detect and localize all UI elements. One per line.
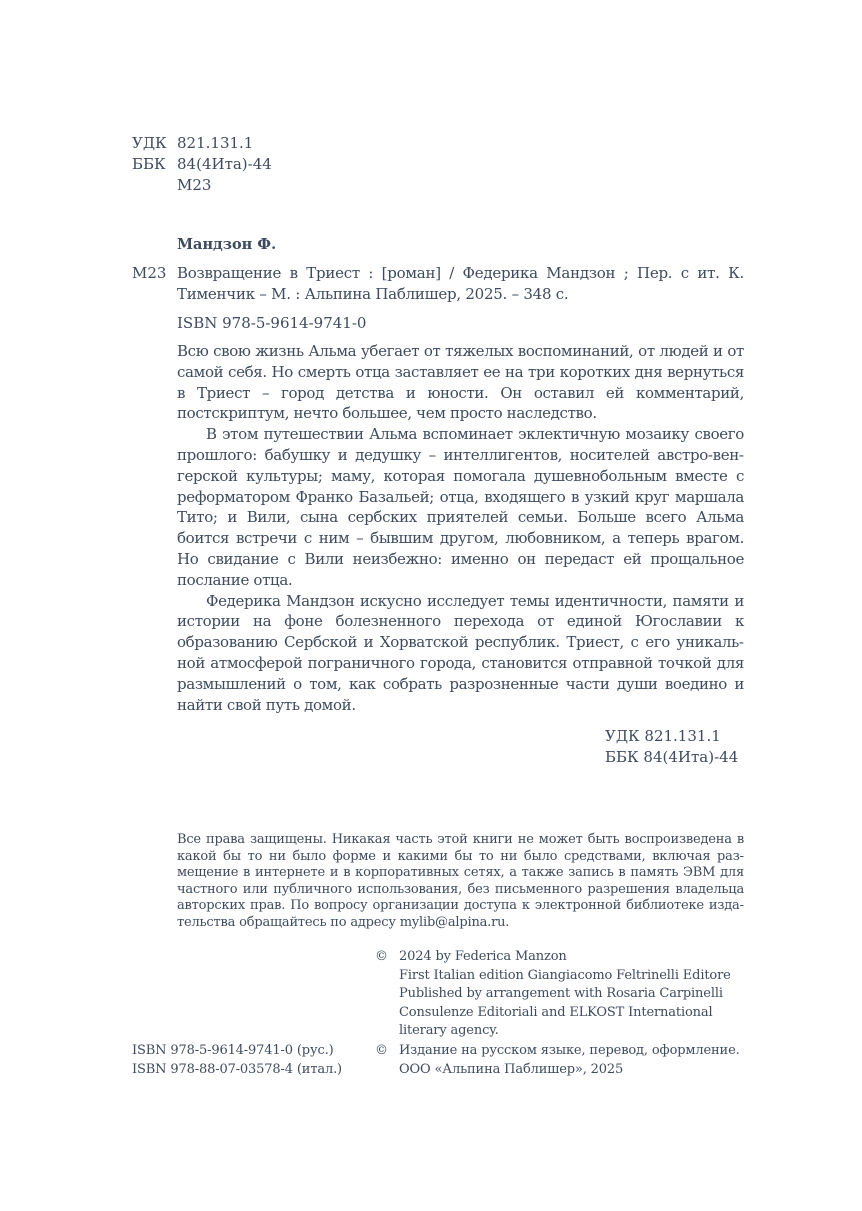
copyright-original [375, 948, 755, 1041]
copyright-line: Consulenze Editoriali and ELKOST International [399, 1004, 713, 1020]
udk-label: УДК [132, 134, 167, 152]
classification-right [605, 726, 738, 768]
rights-notice [177, 832, 744, 931]
copyright-line: 2024 by Federica Manzon [399, 949, 567, 964]
isbn-main: ISBN 978-5-9614-9741-0 [177, 314, 367, 332]
udk-right: УДК 821.131.1 [605, 727, 721, 745]
bibliographic-text: Возвращение в Триест : [роман] / Федерика Мандзон ; Пер. с ит. К. Тименчик – М. : Альпина Паблишер, 2025. – 348 с. [177, 264, 744, 303]
copyright-icon: © [375, 949, 388, 964]
rights-notice-text: Все права защищены. Никакая часть этой книги не может быть воспроизведена в какой бы то ни было форме и какими бы то ни было средствами, включая размещение в интернете и в корпоративных сетях, а также запись в память ЭВМ для частного или публичного использования, без письменного разрешения владельца авторских прав. По вопросу организации доступа к электронной библиотеке издательства обращайтесь по адресу mylib@alpina.ru. [177, 832, 744, 930]
annotation [177, 341, 744, 715]
annotation-paragraph: В этом путешествии Альма вспоминает эклектичную мозаику своего прошлого: бабушку и дедушку – интеллигентов, носителей австро-венгерской культуры; маму, которая помогала душевнобольным вместе с реформатором Франко Базальей; отца, входящего в узкий круг маршала Тито; и Вили, сына сербских приятелей семьи. Больше всего Альма боится встречи с ним – бывшим другом, любовником, а теперь врагом. Но свидание с Вили неизбежно: именно он передаст ей прощальное послание отца. [177, 425, 744, 589]
bbk-label: ББК [132, 155, 166, 173]
copyright-line: Published by arrangement with Rosaria Carpinelli [399, 986, 723, 1001]
isbn-list [132, 1042, 342, 1079]
author-sign-row [0, 175, 862, 196]
isbn-item: ISBN 978-88-07-03578-4 (итал.) [132, 1061, 342, 1077]
copyright-russian-edition [375, 1042, 755, 1079]
author-heading: Мандзон Ф. [177, 236, 277, 253]
bibliographic-record [132, 263, 744, 305]
copyright-line: literary agency. [399, 1023, 499, 1038]
copyright-line: ООО «Альпина Паблишер», 2025 [399, 1061, 624, 1077]
author-sign: М23 [177, 176, 212, 194]
copyright-lines [399, 1042, 755, 1079]
bbk-value: 84(4Ита)-44 [177, 155, 272, 173]
copyright-icon: © [375, 1043, 388, 1058]
isbn-item: ISBN 978-5-9614-9741-0 (рус.) [132, 1043, 334, 1058]
copyright-line: First Italian edition Giangiacomo Feltrinelli Editore [399, 967, 731, 983]
copyright-line: Издание на русском языке, перевод, оформление. [399, 1043, 740, 1058]
udk-row [0, 133, 862, 154]
classification-block [0, 133, 862, 203]
annotation-paragraph: Федерика Мандзон искусно исследует темы идентичности, памяти и истории на фоне болезненного перехода от единой Югославии к образованию Сербской и Хорватской республик. Триест, с его уникальной атмосферой пограничного города, становится отправной точкой для размышлений о том, как собрать разрозненные части души воедино и найти свой путь домой. [177, 591, 744, 714]
bibliographic-code: М23 [132, 264, 167, 282]
bbk-right: ББК 84(4Ита)-44 [605, 748, 739, 766]
udk-value: 821.131.1 [177, 134, 254, 152]
annotation-paragraph: Всю свою жизнь Альма убегает от тяжелых воспоминаний, от людей и от самой себя. Но смерть отца заставляет ее на три коротких дня вернуться в Триест – город детства и юности. Он оставил ей комментарий, постскриптум, нечто большее, чем просто наследство. [177, 342, 744, 423]
copyright-lines [399, 948, 755, 1041]
bbk-row [0, 154, 862, 175]
